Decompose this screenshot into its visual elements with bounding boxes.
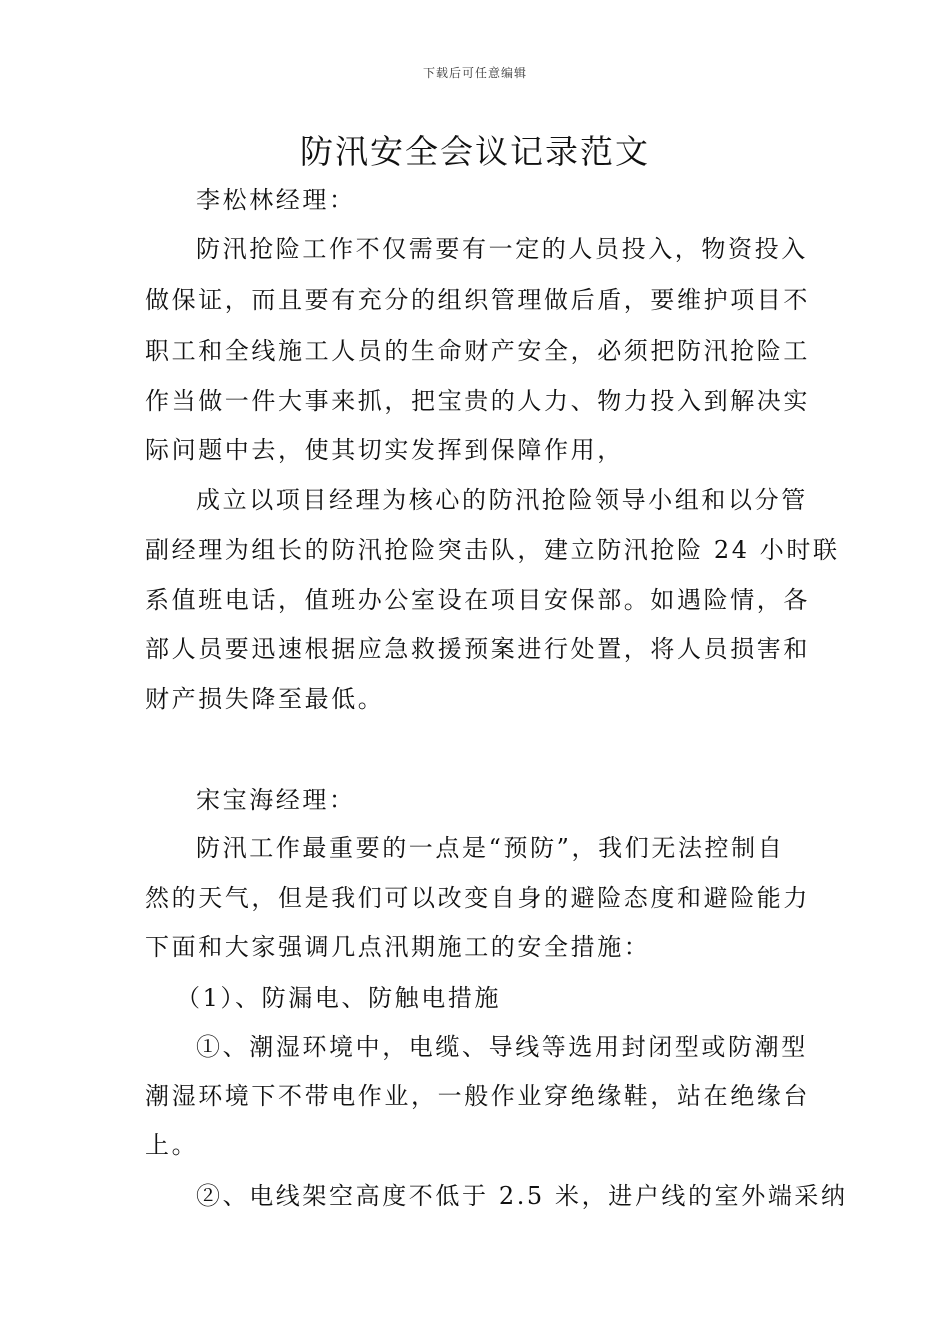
paragraph-line: 做保证，而且要有充分的组织管理做后盾，要维护项目不 <box>145 286 810 314</box>
document-title: 防汛安全会议记录范文 <box>300 132 650 171</box>
paragraph-line: 然的天气，但是我们可以改变自身的避险态度和避险能力 <box>145 884 810 912</box>
paragraph-line: 成立以项目经理为核心的防汛抢险领导小组和以分管 <box>196 486 808 514</box>
section-heading: （1）、防漏电、防触电措施 <box>176 984 502 1012</box>
paragraph-line: 职工和全线施工人员的生命财产安全，必须把防汛抢险工 <box>145 337 810 365</box>
page-header-note: 下载后可任意编辑 <box>422 66 527 80</box>
paragraph-line: 潮湿环境下不带电作业，一般作业穿绝缘鞋，站在绝缘台 <box>145 1082 810 1110</box>
paragraph-line: 部人员要迅速根据应急救援预案进行处置，将人员损害和 <box>145 635 810 663</box>
paragraph-line: 财产损失降至最低。 <box>145 685 385 713</box>
paragraph-line: 下面和大家强调几点汛期施工的安全措施： <box>145 933 651 961</box>
paragraph-line: 系值班电话，值班办公室设在项目安保部。如遇险情，各 <box>145 586 810 614</box>
speaker-name: 李松林经理： <box>196 186 356 214</box>
paragraph-line: 副经理为组长的防汛抢险突击队，建立防汛抢险 24 小时联 <box>145 536 840 564</box>
paragraph-line: ②、电线架空高度不低于 2.5 米，进户线的室外端采纳 <box>196 1182 848 1210</box>
paragraph-line: 防汛工作最重要的一点是“预防”，我们无法控制自 <box>196 834 785 862</box>
speaker-name: 宋宝海经理： <box>196 786 356 814</box>
paragraph-line: 防汛抢险工作不仅需要有一定的人员投入，物资投入 <box>196 235 808 263</box>
paragraph-line: ①、潮湿环境中，电缆、导线等选用封闭型或防潮型 <box>196 1033 808 1061</box>
paragraph-line: 上。 <box>145 1131 199 1159</box>
paragraph-line: 际问题中去，使其切实发挥到保障作用， <box>145 436 624 464</box>
paragraph-line: 作当做一件大事来抓，把宝贵的人力、物力投入到解决实 <box>145 387 810 415</box>
